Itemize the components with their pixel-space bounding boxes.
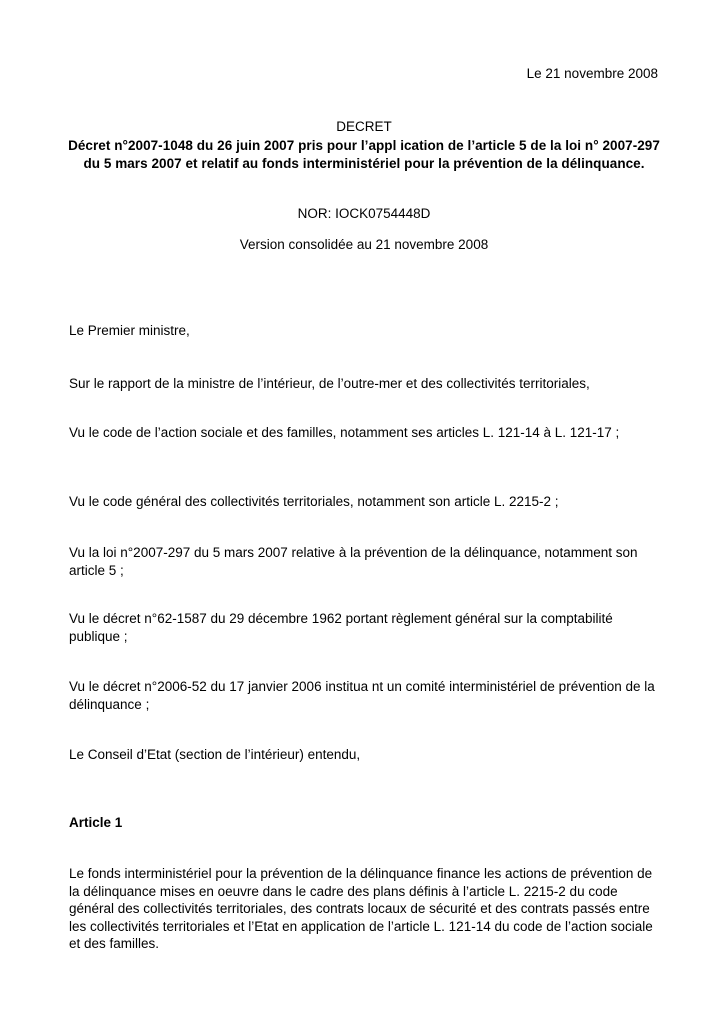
article-text: Le fonds interministériel pour la prévention de la délinquance finance les actions de prévention de la délinquance mises en oeuvre dans le cadre des plans définis à l’article L. 2215-2 du code général des collectivités territoriales, des contrats locaux de sécurité et des contrats passés entre les collectivités territoriales et l’Etat en application de l’article L. 121-14 du code de l’action sociale et des familles. bbox=[69, 866, 653, 951]
rapport-paragraph: Sur le rapport de la ministre de l’intérieur, de l’outre-mer et des collectivités territoriales, bbox=[69, 376, 590, 391]
article-heading: Article 1 bbox=[69, 815, 123, 830]
visa-paragraph: Vu le code de l’action sociale et des familles, notamment ses articles L. 121-14 à L. 121-17 ; bbox=[69, 425, 620, 440]
document-date: Le 21 novembre 2008 bbox=[526, 66, 658, 81]
consolidated-version: Version consolidée au 21 novembre 2008 bbox=[239, 237, 489, 252]
visa-paragraph: Vu le décret n°62-1587 du 29 décembre 1962 portant règlement général sur la comptabilité publique ; bbox=[69, 611, 613, 644]
conseil-etat-paragraph: Le Conseil d’Etat (section de l’intérieur) entendu, bbox=[69, 747, 361, 762]
decret-label: DECRET bbox=[336, 119, 392, 134]
decree-title: Décret n°2007-1048 du 26 juin 2007 pris pour l’appl ication de l’article 5 de la loi n° 2007-297 du 5 mars 2007 et relatif au fonds interministériel pour la prévention de la délinquance. bbox=[68, 138, 660, 171]
visa-paragraph: Vu le code général des collectivités territoriales, notamment son article L. 2215-2 ; bbox=[69, 494, 559, 509]
visa-paragraph: Vu le décret n°2006-52 du 17 janvier 2006 institua nt un comité interministériel de prévention de la délinquance ; bbox=[69, 679, 655, 712]
premier-ministre-line: Le Premier ministre, bbox=[69, 323, 190, 338]
visa-paragraph: Vu la loi n°2007-297 du 5 mars 2007 relative à la prévention de la délinquance, notamment son article 5 ; bbox=[69, 545, 638, 578]
nor-reference: NOR: IOCK0754448D bbox=[297, 206, 431, 221]
